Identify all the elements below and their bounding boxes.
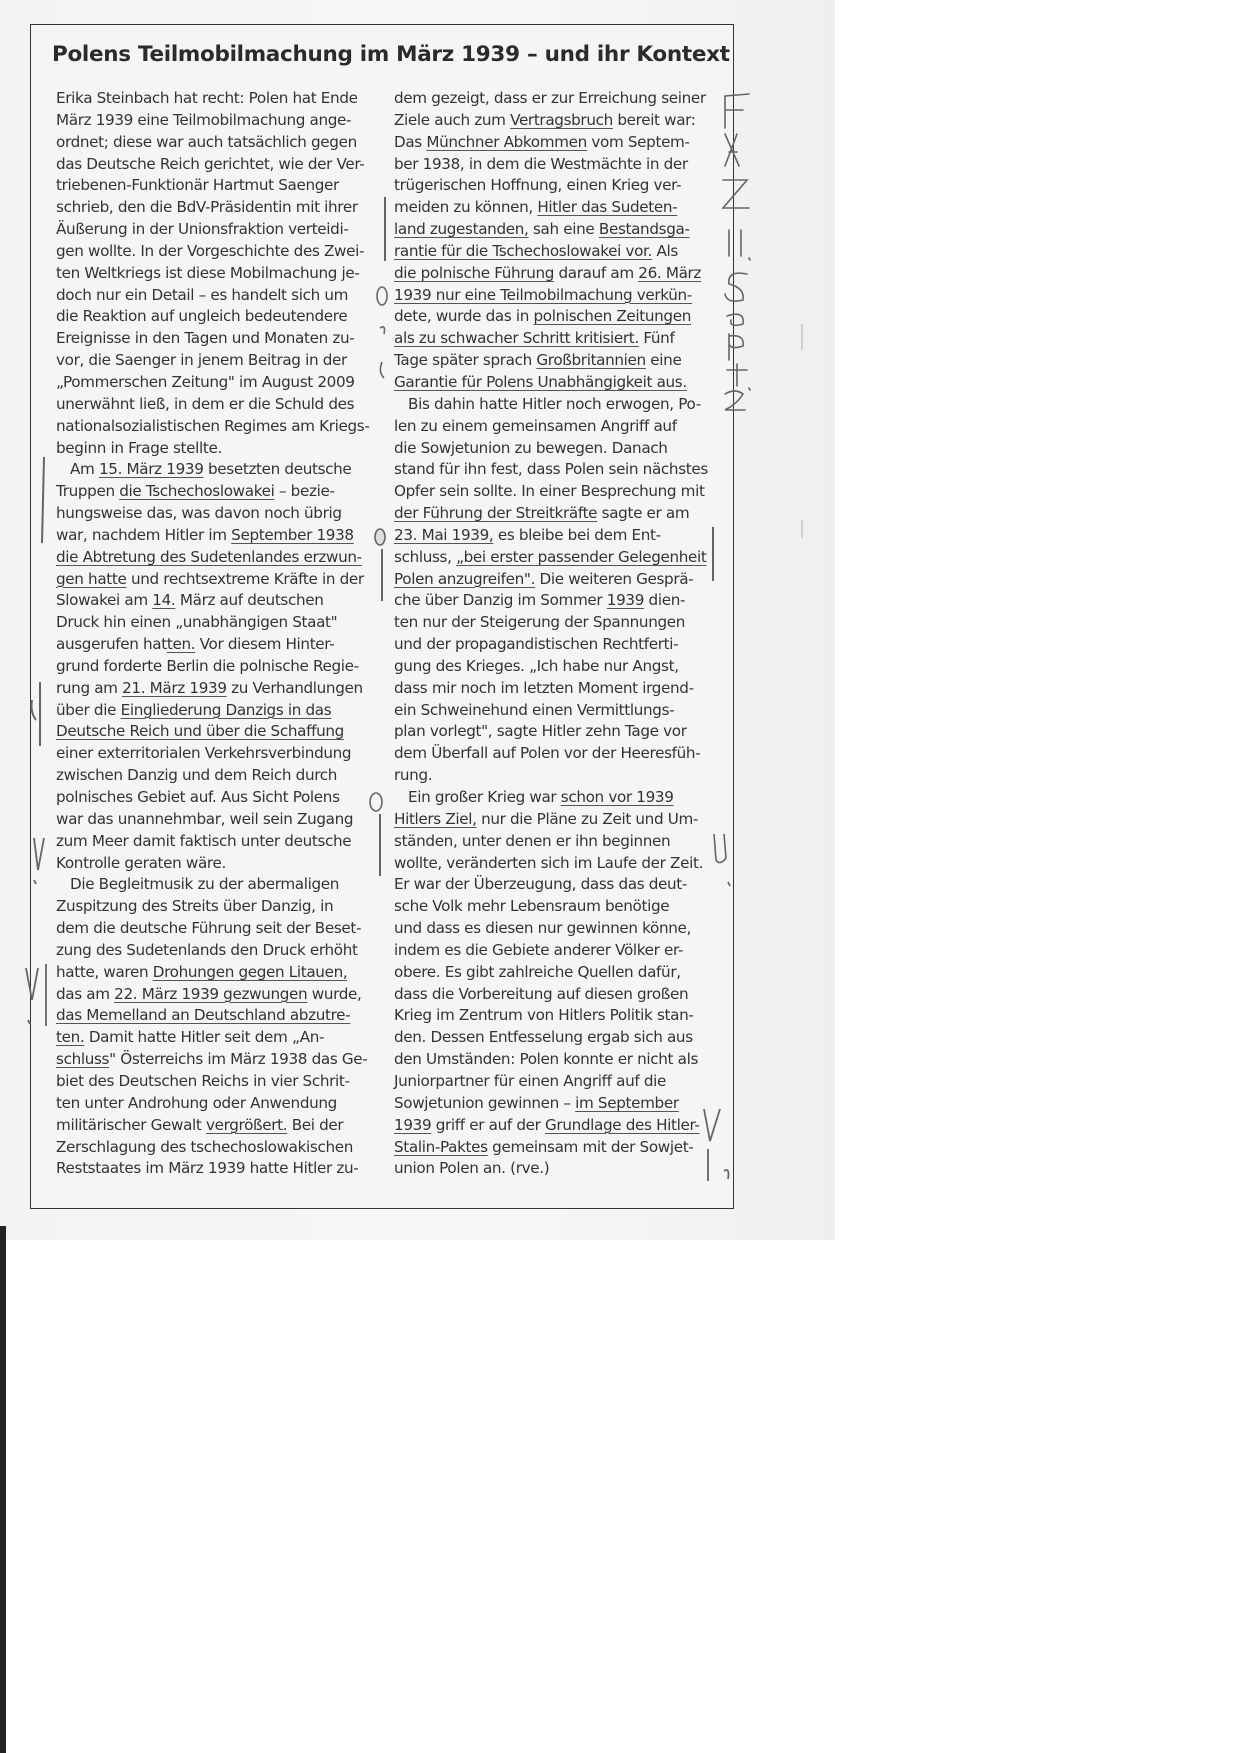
article-text-line: und der propagandistischen Rechtferti- — [394, 635, 679, 654]
article-text-line: als zu schwacher Schritt kritisiert. Fünf — [394, 329, 675, 348]
article-text-line: gen wollte. In der Vorgeschichte des Zwei- — [56, 241, 365, 260]
article-text-line: März 1939 eine Teilmobilmachung ange- — [56, 110, 352, 129]
article-text-line: grund forderte Berlin die polnische Regie- — [56, 656, 359, 675]
article-text-line: triebenen-Funktionär Hartmut Saenger — [56, 176, 339, 195]
article-text-line: dete, wurde das in polnischen Zeitungen — [394, 307, 691, 326]
article-text-line: trügerischen Hoffnung, einen Krieg ver- — [394, 176, 682, 195]
article-text-line: Krieg im Zentrum von Hitlers Politik stan- — [394, 1006, 694, 1025]
article-text-line: unerwähnt ließ, in dem er die Schuld des — [56, 394, 355, 413]
article-text-line: ein Schweinehund einen Vermittlungs- — [394, 700, 675, 719]
article-text-line: den. Dessen Entfesselung ergab sich aus — [394, 1028, 693, 1047]
article-text-line: beginn in Frage stellte. — [56, 438, 222, 457]
article-text-line: rung. — [394, 766, 433, 785]
article-text-line: ten. Damit hatte Hitler seit dem „An- — [56, 1028, 325, 1047]
margin-number-left-1 — [28, 830, 52, 890]
article-text-line: ten Weltkriegs ist diese Mobilmachung je- — [56, 263, 360, 282]
article-text-line: polnisches Gebiet auf. Aus Sicht Polens — [56, 788, 340, 806]
article-text-line: den Umständen: Polen konnte er nicht als — [394, 1050, 699, 1069]
margin-line-right-1 — [378, 195, 392, 265]
article-text-line: die polnische Führung darauf am 26. März — [394, 263, 702, 282]
article-text-line: Druck hin einen „unabhängigen Staat" — [56, 613, 338, 632]
article-text-line: len zu einem gemeinsamen Angriff auf — [394, 416, 677, 435]
article-text-line: biet des Deutschen Reichs in vier Schrit- — [56, 1071, 350, 1090]
article-text-line: das Memelland an Deutschland abzutre- — [56, 1006, 351, 1025]
margin-number-right-1 — [372, 282, 396, 382]
article-text-line: wollte, veränderten sich im Laufe der Zeit. — [394, 853, 704, 872]
article-text-line: war das unannehmbar, weil sein Zugang — [56, 809, 354, 828]
article-text-line: land zugestanden, sah eine Bestandsga- — [394, 220, 690, 239]
article-text-line: Stalin-Paktes gemeinsam mit der Sowjet- — [394, 1137, 694, 1156]
article-text-line: hungsweise das, was davon noch übrig — [56, 504, 342, 523]
article-text-line: che über Danzig im Sommer 1939 dien- — [394, 591, 686, 610]
scan-edge-marks — [792, 320, 812, 540]
article-text-line: dem die deutsche Führung seit der Beset- — [56, 919, 362, 938]
article-text-line: Bis dahin hatte Hitler noch erwogen, Po- — [408, 394, 701, 413]
article-text-line: das am 22. März 1939 gezwungen wurde, — [56, 984, 362, 1003]
article-column-left — [56, 88, 386, 1180]
article-text-line: 1939 nur eine Teilmobilmachung verkün- — [394, 285, 692, 304]
article-text-line: ten nur der Steigerung der Spannungen — [394, 613, 686, 632]
article-headline: Polens Teilmobilmachung im März 1939 – und ihr Kontext — [52, 42, 730, 67]
article-text-line: rung am 21. März 1939 zu Verhandlungen — [56, 678, 363, 697]
article-text-line: Kontrolle geraten wäre. — [56, 853, 226, 872]
article-text-line: Die Begleitmusik zu der abermaligen — [70, 875, 340, 894]
article-text-line: die Reaktion auf ungleich bedeutendere — [56, 307, 348, 326]
article-text-line: meiden zu können, Hitler das Sudeten- — [394, 198, 678, 217]
article-text-line: obere. Es gibt zahlreiche Quellen dafür, — [394, 962, 681, 981]
article-text-line: gung des Krieges. „Ich habe nur Angst, — [394, 656, 679, 675]
article-text-line: stand für ihn fest, dass Polen sein nächstes — [394, 460, 708, 479]
article-text-line: 1939 griff er auf der Grundlage des Hitler- — [394, 1115, 700, 1134]
article-text-line: rantie für die Tschechoslowakei vor. Als — [394, 241, 678, 260]
margin-line-right-2 — [705, 525, 721, 585]
article-text-line: ständen, unter denen er ihn beginnen — [394, 831, 671, 850]
margin-number-right-4 — [710, 830, 734, 890]
article-text-line: indem es die Gebiete anderer Völker er- — [394, 940, 684, 959]
margin-number-right-5 — [700, 1105, 734, 1185]
article-text-line: ten unter Androhung oder Anwendung — [56, 1093, 337, 1112]
article-text-line: hatte, waren Drohungen gegen Litauen, — [56, 962, 348, 981]
article-text-line: Slowakei am 14. März auf deutschen — [56, 591, 324, 610]
article-text-line: union Polen an. (rve.) — [394, 1159, 550, 1178]
article-text-line: dem Überfall auf Polen vor der Heeresfüh- — [394, 744, 701, 763]
article-text-line: Sowjetunion gewinnen – im September — [394, 1093, 679, 1112]
article-text-line: Reststaates im März 1939 hatte Hitler zu- — [56, 1159, 359, 1178]
article-text-line: zwischen Danzig und dem Reich durch — [56, 766, 338, 785]
article-text-line: der Führung der Streitkräfte sagte er am — [394, 504, 690, 523]
article-text-line: schrieb, den die BdV-Präsidentin mit ihrer — [56, 198, 358, 217]
article-text-line: plan vorlegt", sagte Hitler zehn Tage vor — [394, 722, 687, 741]
article-text-line: Äußerung in der Unionsfraktion verteidi- — [56, 220, 349, 239]
article-text-line: vor, die Saenger in jenem Beitrag in der — [56, 351, 347, 370]
article-text-line: Truppen die Tschechoslowakei – bezie- — [56, 482, 335, 501]
article-text-line: Zerschlagung des tschechoslowakischen — [56, 1137, 354, 1156]
article-text-line: Polen anzugreifen". Die weiteren Gesprä- — [394, 569, 694, 588]
article-text-line: zum Meer damit faktisch unter deutsche — [56, 831, 352, 850]
article-text-line: dass mir noch im letzten Moment irgend- — [394, 678, 694, 697]
article-text-line: Am 15. März 1939 besetzten deutsche — [70, 460, 352, 479]
article-text-line: die Abtretung des Sudetenlandes erzwun- — [56, 547, 362, 566]
margin-number-right-2 — [370, 525, 394, 605]
article-text-line: zung des Sudetenlands den Druck erhöht — [56, 940, 358, 959]
blank-page-area — [835, 0, 1240, 1240]
article-text-line: Ereignisse in den Tagen und Monaten zu- — [56, 329, 355, 348]
article-text-line: das Deutsche Reich gerichtet, wie der Ver- — [56, 154, 365, 173]
margin-number-left-2 — [20, 960, 60, 1030]
article-text-line: Das Münchner Abkommen vom Septem- — [394, 132, 690, 151]
article-text-line: ber 1938, in dem die Westmächte in der — [394, 154, 688, 173]
article-text-line: doch nur ein Detail – es handelt sich um — [56, 285, 349, 304]
margin-number-right-3 — [366, 790, 390, 880]
article-text-line: Deutsche Reich und über die Schaffung — [56, 722, 344, 741]
article-text-line: dass die Vorbereitung auf diesen großen — [394, 984, 689, 1003]
article-text-line: Erika Steinbach hat recht: Polen hat Ende — [56, 89, 358, 107]
article-text-line: und dass es diesen nur gewinnen könne, — [394, 919, 691, 938]
article-text-line: über die Eingliederung Danzigs in das — [56, 700, 332, 719]
article-text-line: Er war der Überzeugung, dass das deut- — [394, 875, 688, 894]
article-text-line: militärischer Gewalt vergrößert. Bei der — [56, 1115, 344, 1134]
article-text-line: 23. Mai 1939, es bleibe bei dem Ent- — [394, 525, 661, 544]
article-text-line: ausgerufen hatten. Vor diesem Hinter- — [56, 635, 335, 654]
article-text-line: Hitlers Ziel, nur die Pläne zu Zeit und Um- — [394, 809, 699, 828]
article-text-line: Opfer sein sollte. In einer Besprechung mit — [394, 482, 705, 501]
margin-line-left-1 — [36, 455, 52, 545]
article-text-line: schluss, „bei erster passender Gelegenheit — [394, 547, 707, 566]
article-text-line: ordnet; diese war auch tatsächlich gegen — [56, 132, 357, 151]
article-text-line: „Pommerschen Zeitung" im August 2009 — [56, 372, 355, 391]
article-text-line: Ein großer Krieg war schon vor 1939 — [408, 788, 674, 806]
article-text-line: Juniorpartner für einen Angriff auf die — [394, 1071, 667, 1090]
article-text-line: Tage später sprach Großbritannien eine — [394, 351, 682, 370]
article-text-line: war, nachdem Hitler im September 1938 — [56, 525, 354, 544]
article-text-line: schluss" Österreichs im März 1938 das Ge- — [56, 1050, 368, 1069]
article-text-line: nationalsozialistischen Regimes am Kriegs- — [56, 416, 370, 435]
article-text-line: Ziele auch zum Vertragsbruch bereit war: — [394, 110, 696, 129]
article-text-line: Garantie für Polens Unabhängigkeit aus. — [394, 372, 687, 391]
article-text-line: Zuspitzung des Streits über Danzig, in — [56, 897, 334, 916]
article-column-right — [394, 88, 724, 1180]
article-text-line: gen hatte und rechtsextreme Kräfte in der — [56, 569, 364, 588]
scan-edge-shadow — [0, 1226, 6, 1753]
article-text-line: sche Volk mehr Lebensraum benötige — [394, 897, 670, 916]
article-text-line: dem gezeigt, dass er zur Erreichung seiner — [394, 89, 706, 107]
handwritten-source-note — [715, 88, 765, 418]
article-text-line: die Sowjetunion zu bewegen. Danach — [394, 438, 668, 457]
margin-line-left-2 — [28, 680, 52, 750]
article-text-line: einer exterritorialen Verkehrsverbindung — [56, 744, 352, 763]
